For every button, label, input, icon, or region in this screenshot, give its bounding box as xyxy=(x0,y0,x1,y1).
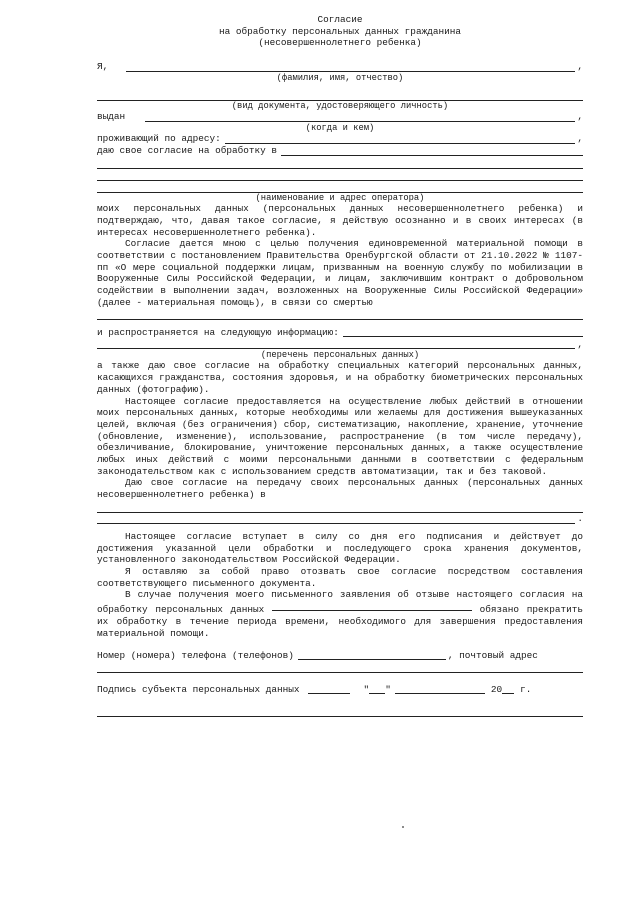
paragraph-revoke: В случае получения моего письменного заявления об отзыве настоящего согласия на обработку персональных данных обязано прекратить их обработку в течение периода времени, необходимого для завершения предоставления материальной помощи. xyxy=(97,589,583,639)
signature-label: Подпись субъекта персональных данных xyxy=(97,683,300,695)
info-label: и распространяется на следующую информацию: xyxy=(97,326,339,338)
phone-label: Номер (номера) телефона (телефонов) xyxy=(97,649,294,661)
issued-label: выдан xyxy=(97,111,126,123)
signature-field[interactable] xyxy=(308,684,350,694)
revoke-operator-field[interactable] xyxy=(272,601,472,611)
info-caption: (перечень персональных данных) xyxy=(260,350,420,361)
operator-row xyxy=(97,145,583,157)
operator-field-2[interactable] xyxy=(97,157,583,169)
paragraph-transfer: Даю свое согласие на передачу своих персональных данных (персональных данных несовершеннолетнего ребенка) в xyxy=(97,477,583,501)
operator-caption: (наименование и адрес оператора) xyxy=(255,193,425,204)
issued-field[interactable] xyxy=(145,112,575,122)
signature-row: Подпись субъекта персональных данных " " 20 г. xyxy=(97,683,532,695)
info-field[interactable] xyxy=(343,327,583,337)
bottom-field[interactable] xyxy=(97,705,583,717)
day-field[interactable] xyxy=(369,684,385,694)
paragraph-validity: Настоящее согласие вступает в силу со дня его подписания и действует до достижения указанной цели обработки и последующего срока хранения документов, установленного законодательством Российской Федерации. xyxy=(97,530,583,566)
scan-speck xyxy=(402,826,404,828)
phone-row xyxy=(97,649,583,661)
phone-field[interactable] xyxy=(298,650,446,660)
issued-row: выдан , xyxy=(97,111,583,123)
operator-field-4[interactable] xyxy=(97,181,583,193)
transfer-field-2[interactable] xyxy=(97,514,575,524)
month-field[interactable] xyxy=(395,684,485,694)
fio-caption: (фамилия, имя, отчество) xyxy=(276,73,404,84)
info-row-2: , xyxy=(97,338,583,350)
consent-form xyxy=(97,14,583,717)
fio-row: Я, , xyxy=(97,61,583,73)
consent-label: даю свое согласие на обработку в xyxy=(97,145,278,157)
id-document-caption: (вид документа, удостоверяющего личность) xyxy=(231,101,449,112)
post-label: , почтовый адрес xyxy=(447,649,538,661)
paragraph-purpose: Согласие дается мною с целью получения единовременной материальной помощи в соответствии с постановлением Правительства Оренбургской области от 21.10.2022 № 1107-пп «О мере социальной поддержки лицам, призванным на военную службу по мобилизации в Вооруженные Силы Российской Федерации, и лицам, заключившим контракт о добровольном содействии в выполнении задач, возложенных на Вооруженные Силы Российской Федерации» (далее - материальная помощь), в связи со смертью xyxy=(97,238,583,308)
transfer-row-2: . xyxy=(97,513,583,525)
paragraph-purpose-intro: моих персональных данных (персональных данных несовершеннолетнего ребенка) и подтверждаю, что, давая такое согласие, я действую осознанно и в своих интересах (в интересах несовершеннолетнего ребенка). xyxy=(97,203,583,238)
address-row: проживающий по адресу: , xyxy=(97,133,583,145)
paragraph-actions: Настоящее согласие предоставляется на осуществление любых действий в отношении моих персональных данных, которые необходимы или желаемы для достижения вышеуказанных целей, включая (без ограничения) сбор, систематизацию, накопление, хранение, уточнение (обновление, изменение), использование, распространение (в том числе передачу), обезличивание, блокирование, уничтожение персональных данных, а также осуществление любых иных действий с моими персональными данными в соответствии с федеральным законодательством как с использованием средств автоматизации, так и без таковой. xyxy=(97,395,583,477)
fio-field[interactable] xyxy=(126,62,575,72)
i-label: Я, xyxy=(97,61,109,73)
operator-field-3[interactable] xyxy=(97,169,583,181)
transfer-field[interactable] xyxy=(97,501,583,513)
address-field[interactable] xyxy=(225,134,576,144)
info-field-2[interactable] xyxy=(97,339,575,349)
paragraph-special-categories: а также даю свое согласие на обработку специальных категорий персональных данных, касающихся гражданства, состояния здоровья, и на обработку биометрических персональных данных (фотографию). xyxy=(97,360,583,395)
death-field[interactable] xyxy=(97,308,583,320)
info-row xyxy=(97,326,583,338)
title-line-3: (несовершеннолетнего ребенка) xyxy=(258,37,422,49)
form-title xyxy=(97,14,583,49)
address-label: проживающий по адресу: xyxy=(97,133,221,145)
post-address-field[interactable] xyxy=(97,661,583,673)
title-line-1: Согласие xyxy=(317,14,363,25)
title-line-2: на обработку персональных данных гражданина xyxy=(219,25,461,37)
id-document-field[interactable] xyxy=(97,89,583,101)
issued-caption: (когда и кем) xyxy=(305,123,375,134)
paragraph-revoke-right: Я оставляю за собой право отозвать свое согласие посредством составления соответствующего письменного документа. xyxy=(97,565,583,589)
operator-field[interactable] xyxy=(281,146,583,156)
year-field[interactable] xyxy=(502,684,514,694)
